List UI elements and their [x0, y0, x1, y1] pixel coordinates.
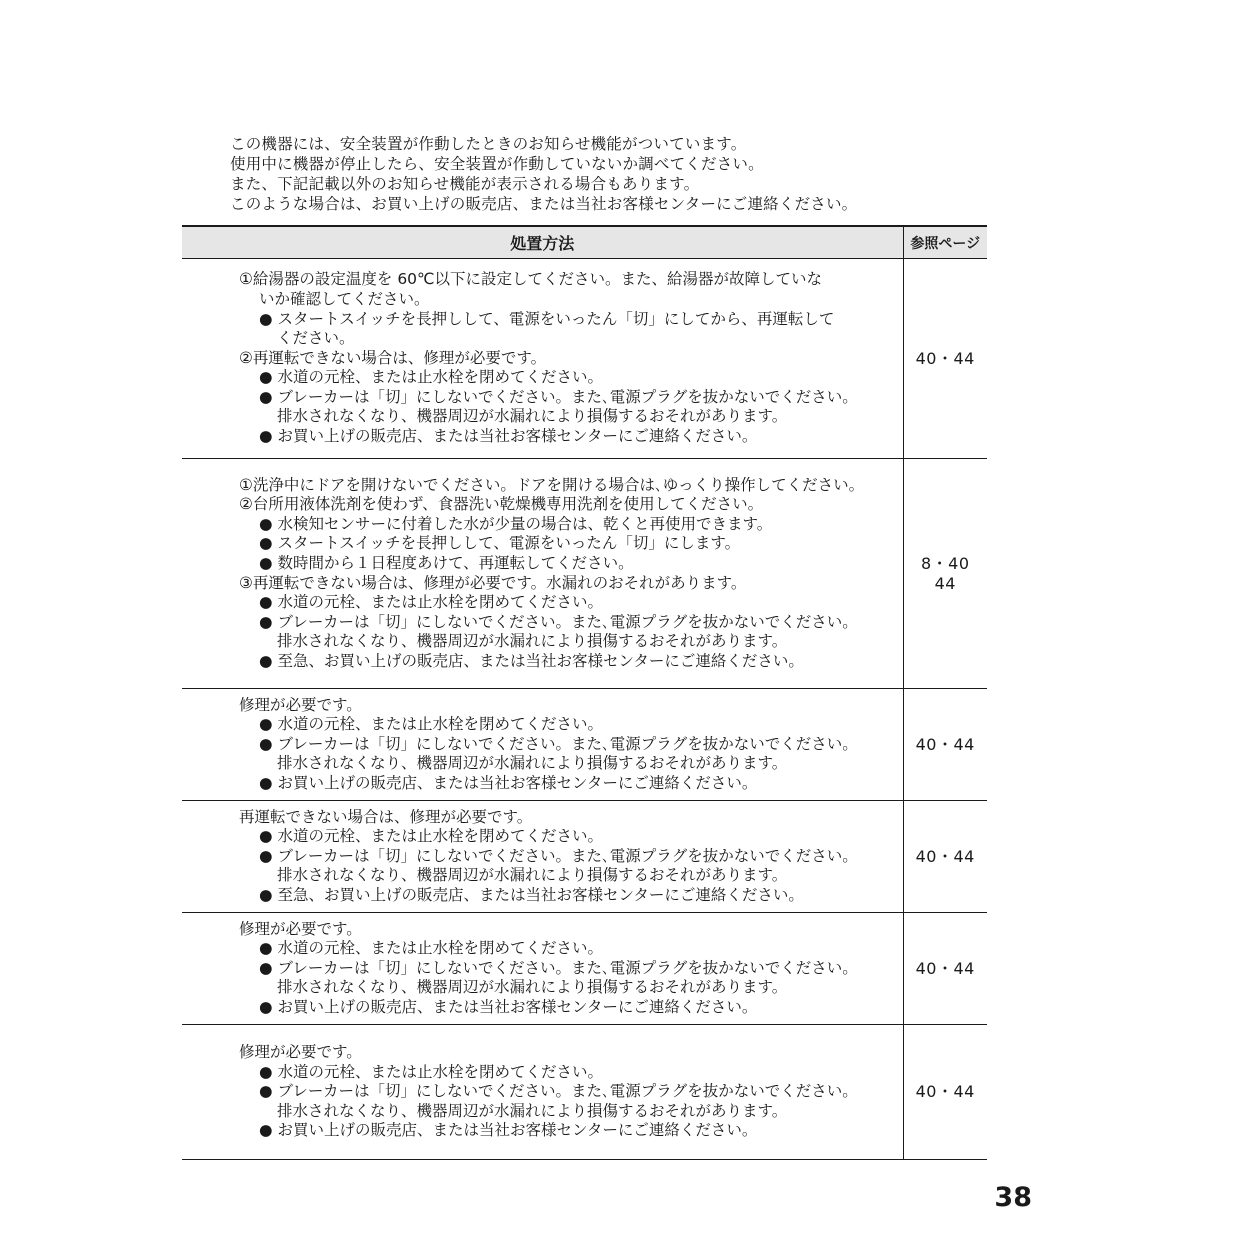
remedy-text-block [182, 808, 903, 906]
remedy-line: 修理が必要です。 [239, 919, 362, 938]
reference-page: 40・44 [915, 1082, 975, 1101]
remedy-line: ● 水道の元栓、または止水栓を閉めてください。 [259, 1062, 603, 1081]
remedy-text-block [182, 920, 903, 1018]
remedy-text-block [182, 696, 903, 794]
remedy-line: ● ブレーカーは「切」にしないでください。また､電源プラグを抜かないでください。 [259, 1082, 858, 1101]
reference-page-cell [903, 1025, 987, 1160]
remedy-cell [182, 913, 903, 1025]
reference-page-cell [903, 801, 987, 913]
remedy-cell [182, 1025, 903, 1160]
remedy-line: 再運転できない場合は、修理が必要です。 [239, 807, 533, 826]
remedy-line: ● ブレーカーは「切」にしないでください。また､電源プラグを抜かないでください。 [259, 387, 858, 406]
remedy-line: ● ブレーカーは「切」にしないでください。また､電源プラグを抜かないでください。 [259, 734, 858, 753]
remedy-line: ● 水検知センサーに付着した水が少量の場合は、乾くと再使用できます。 [259, 514, 773, 533]
remedy-line: ③再運転できない場合は、修理が必要です。水漏れのおそれがあります。 [239, 573, 747, 592]
remedy-table [182, 225, 987, 1160]
remedy-line: 排水されなくなり、機器周辺が水漏れにより損傷するおそれがあります。 [277, 632, 788, 651]
reference-page: 40・44 [915, 734, 975, 754]
table-row [182, 459, 987, 689]
remedy-line: ● 至急、お買い上げの販売店、または当社お客様センターにご連絡ください。 [259, 651, 804, 670]
intro-text [230, 134, 990, 214]
intro-line: また、下記記載以外のお知らせ機能が表示される場合もあります。 [230, 175, 700, 193]
table-row [182, 689, 987, 801]
table-row [182, 913, 987, 1025]
remedy-line: ● お買い上げの販売店、または当社お客様センターにご連絡ください。 [259, 1121, 758, 1140]
table-row [182, 801, 987, 913]
remedy-line: 排水されなくなり、機器周辺が水漏れにより損傷するおそれがあります。 [277, 754, 788, 773]
intro-line: 使用中に機器が停止したら、安全装置が作動していないか調べてください。 [230, 155, 764, 173]
remedy-line: いか確認してください。 [259, 289, 430, 308]
remedy-cell [182, 259, 903, 459]
header-method: 処置方法 [182, 226, 903, 259]
remedy-line: ください。 [277, 329, 355, 348]
remedy-line: ● 数時間から１日程度あけて、再運転してください。 [259, 553, 634, 572]
remedy-line: ● ブレーカーは「切」にしないでください。また､電源プラグを抜かないでください。 [259, 846, 858, 865]
remedy-text-block [182, 1043, 903, 1141]
remedy-line: ● 水道の元栓、または止水栓を閉めてください。 [259, 939, 603, 958]
reference-page-cell [903, 259, 987, 459]
remedy-line: 排水されなくなり、機器周辺が水漏れにより損傷するおそれがあります。 [277, 1101, 788, 1120]
intro-line: このような場合は、お買い上げの販売店、または当社お客様センターにご連絡ください。 [230, 195, 858, 213]
intro-line: この機器には、安全装置が作動したときのお知らせ機能がついています。 [230, 135, 747, 153]
remedy-line: ● 至急、お買い上げの販売店、または当社お客様センターにご連絡ください。 [259, 885, 804, 904]
remedy-line: ● ブレーカーは「切」にしないでください。また､電源プラグを抜かないでください。 [259, 958, 858, 977]
remedy-line: ● お買い上げの販売店、または当社お客様センターにご連絡ください。 [259, 997, 758, 1016]
remedy-line: ● 水道の元栓、または止水栓を閉めてください。 [259, 827, 603, 846]
remedy-line: ②再運転できない場合は、修理が必要です。 [239, 348, 547, 367]
remedy-line: 修理が必要です。 [239, 695, 362, 714]
reference-page: 40・44 [915, 846, 975, 866]
reference-page-cell [903, 913, 987, 1025]
remedy-line: ①給湯器の設定温度を 60℃以下に設定してください。また、給湯器が故障していな [239, 270, 822, 289]
table-row [182, 1025, 987, 1160]
remedy-line: ● スタートスイッチを長押しして、電源をいったん「切」にしてから、再運転して [259, 309, 835, 328]
remedy-text-block [182, 270, 903, 446]
remedy-line: 修理が必要です。 [239, 1043, 362, 1062]
remedy-cell [182, 689, 903, 801]
remedy-line: 排水されなくなり、機器周辺が水漏れにより損傷するおそれがあります。 [277, 407, 788, 426]
header-reference-page: 参照ページ [903, 226, 987, 259]
remedy-line: ● お買い上げの販売店、または当社お客様センターにご連絡ください。 [259, 773, 758, 792]
remedy-text-block [182, 476, 903, 672]
page-number: 38 [994, 1182, 1032, 1213]
reference-page: 40・44 [915, 348, 975, 368]
remedy-line: ● 水道の元栓、または止水栓を閉めてください。 [259, 593, 603, 612]
reference-page: 40・44 [915, 958, 975, 978]
table-header-row [182, 226, 987, 259]
reference-page-cell [903, 459, 987, 689]
table-row [182, 259, 987, 459]
reference-page: 8・40 [920, 553, 970, 573]
remedy-line: ● 水道の元栓、または止水栓を閉めてください。 [259, 715, 603, 734]
remedy-cell [182, 459, 903, 689]
table-body [182, 259, 987, 1160]
remedy-line: ①洗浄中にドアを開けないでください。ドアを開ける場合は､ゆっくり操作してください。 [239, 475, 865, 494]
remedy-line: ● ブレーカーは「切」にしないでください。また､電源プラグを抜かないでください。 [259, 612, 858, 631]
remedy-cell [182, 801, 903, 913]
remedy-line: 排水されなくなり、機器周辺が水漏れにより損傷するおそれがあります。 [277, 978, 788, 997]
remedy-line: ● お買い上げの販売店、または当社お客様センターにご連絡ください。 [259, 427, 758, 446]
remedy-line: 排水されなくなり、機器周辺が水漏れにより損傷するおそれがあります。 [277, 866, 788, 885]
remedy-line: ● スタートスイッチを長押しして、電源をいったん「切」にします。 [259, 534, 741, 553]
reference-page: 44 [934, 573, 956, 593]
remedy-line: ②台所用液体洗剤を使わず、食器洗い乾燥機専用洗剤を使用してください。 [239, 495, 764, 514]
remedy-line: ● 水道の元栓、または止水栓を閉めてください。 [259, 368, 603, 387]
reference-page-cell [903, 689, 987, 801]
